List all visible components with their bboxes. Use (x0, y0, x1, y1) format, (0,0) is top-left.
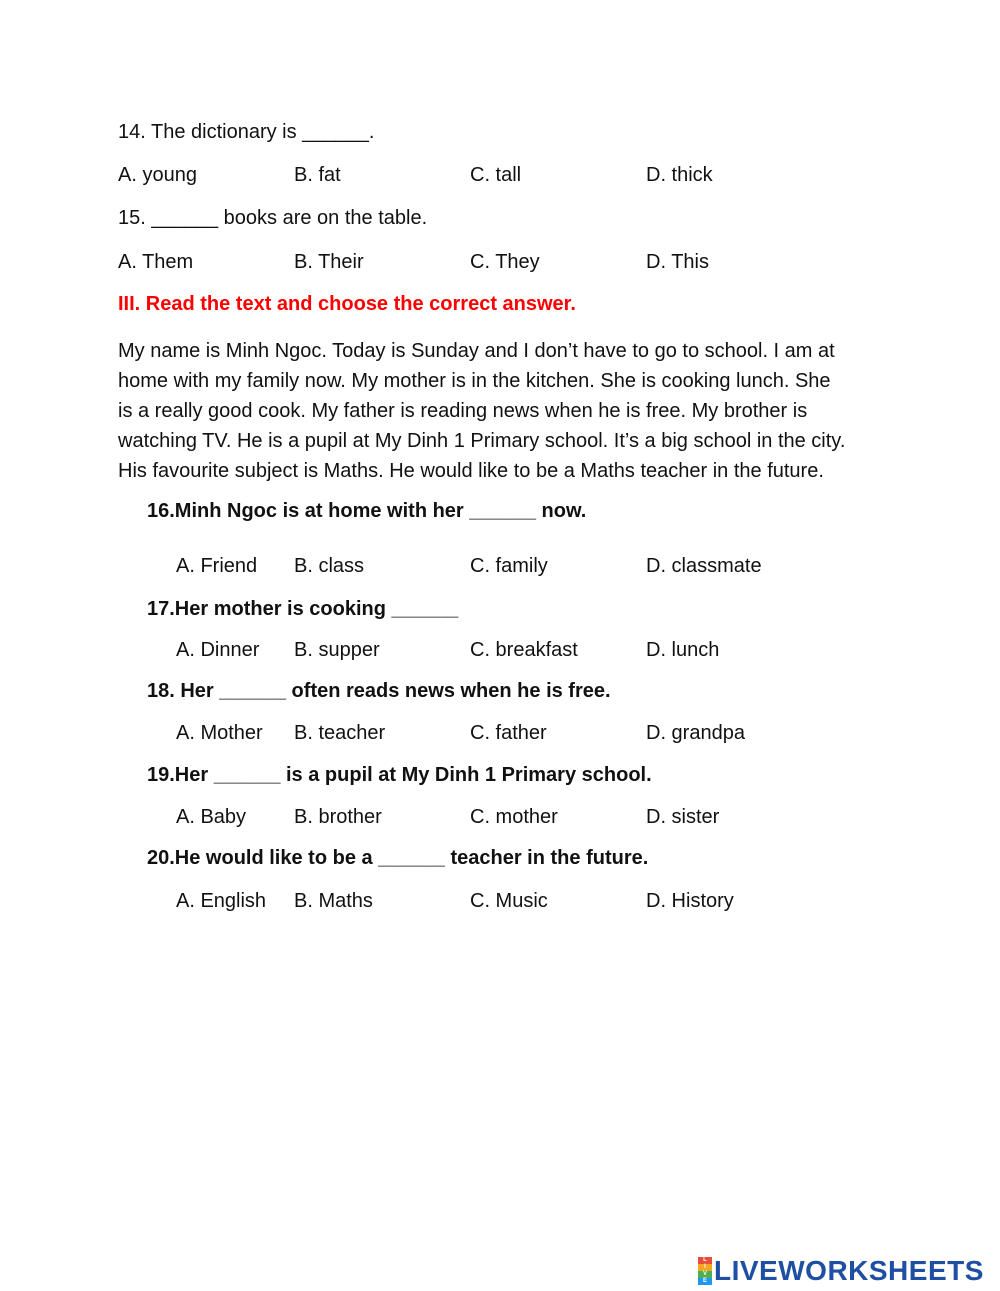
q14-option-b[interactable]: B. fat (294, 164, 341, 186)
q18-option-d[interactable]: D. grandpa (646, 722, 745, 744)
q17-option-c[interactable]: C. breakfast (470, 639, 578, 661)
question-15-stem: 15. ______ books are on the table. (118, 207, 428, 229)
question-20-stem: 20.He would like to be a ______ teacher in the future. (147, 847, 649, 869)
q18-option-c[interactable]: C. father (470, 722, 547, 744)
logo-block: V (698, 1271, 712, 1278)
q15-option-b[interactable]: B. Their (294, 251, 364, 273)
question-19-stem: 19.Her ______ is a pupil at My Dinh 1 Primary school. (147, 764, 652, 786)
q17-option-a[interactable]: A. Dinner (176, 639, 260, 661)
q19-option-a[interactable]: A. Baby (176, 806, 247, 828)
q15-option-c[interactable]: C. They (470, 251, 540, 273)
question-14-stem: 14. The dictionary is ______. (118, 121, 375, 143)
q14-option-c[interactable]: C. tall (470, 164, 522, 186)
q18-option-b[interactable]: B. teacher (294, 722, 386, 744)
passage-line: His favourite subject is Maths. He would like to be a Maths teacher in the future. (118, 460, 824, 482)
q20-option-b[interactable]: B. Maths (294, 890, 373, 912)
q19-option-d[interactable]: D. sister (646, 806, 720, 828)
q14-option-a[interactable]: A. young (118, 164, 197, 186)
q19-option-c[interactable]: C. mother (470, 806, 558, 828)
q20-option-a[interactable]: A. English (176, 890, 267, 912)
q14-option-d[interactable]: D. thick (646, 164, 713, 186)
question-16-stem: 16.Minh Ngoc is at home with her ______ now. (147, 500, 587, 522)
q15-option-d[interactable]: D. This (646, 251, 709, 273)
question-17-stem: 17.Her mother is cooking ______ (147, 598, 459, 620)
liveworksheets-logo (698, 1256, 984, 1286)
logo-icon (698, 1257, 712, 1285)
logo-block: L (698, 1257, 712, 1264)
passage-line: watching TV. He is a pupil at My Dinh 1 Primary school. It’s a big school in the city. (118, 430, 846, 452)
question-18-stem: 18. Her ______ often reads news when he is free. (147, 680, 611, 702)
passage-line: My name is Minh Ngoc. Today is Sunday and I don’t have to go to school. I am at (118, 340, 835, 362)
q19-option-b[interactable]: B. brother (294, 806, 382, 828)
q16-option-c[interactable]: C. family (470, 555, 548, 577)
passage-line: is a really good cook. My father is reading news when he is free. My brother is (118, 400, 808, 422)
q18-option-a[interactable]: A. Mother (176, 722, 263, 744)
q20-option-d[interactable]: D. History (646, 890, 734, 912)
brand-name: LIVEWORKSHEETS (714, 1255, 984, 1286)
q20-option-c[interactable]: C. Music (470, 890, 548, 912)
q16-option-d[interactable]: D. classmate (646, 555, 762, 577)
logo-block: E (698, 1278, 712, 1285)
q15-option-a[interactable]: A. Them (118, 251, 194, 273)
q17-option-d[interactable]: D. lunch (646, 639, 720, 661)
passage-line: home with my family now. My mother is in the kitchen. She is cooking lunch. She (118, 370, 831, 392)
q16-option-b[interactable]: B. class (294, 555, 365, 577)
q16-option-a[interactable]: A. Friend (176, 555, 258, 577)
q17-option-b[interactable]: B. supper (294, 639, 380, 661)
logo-block: I (698, 1264, 712, 1271)
reading-passage (118, 336, 888, 486)
section-heading: III. Read the text and choose the correct answer. (118, 293, 576, 315)
